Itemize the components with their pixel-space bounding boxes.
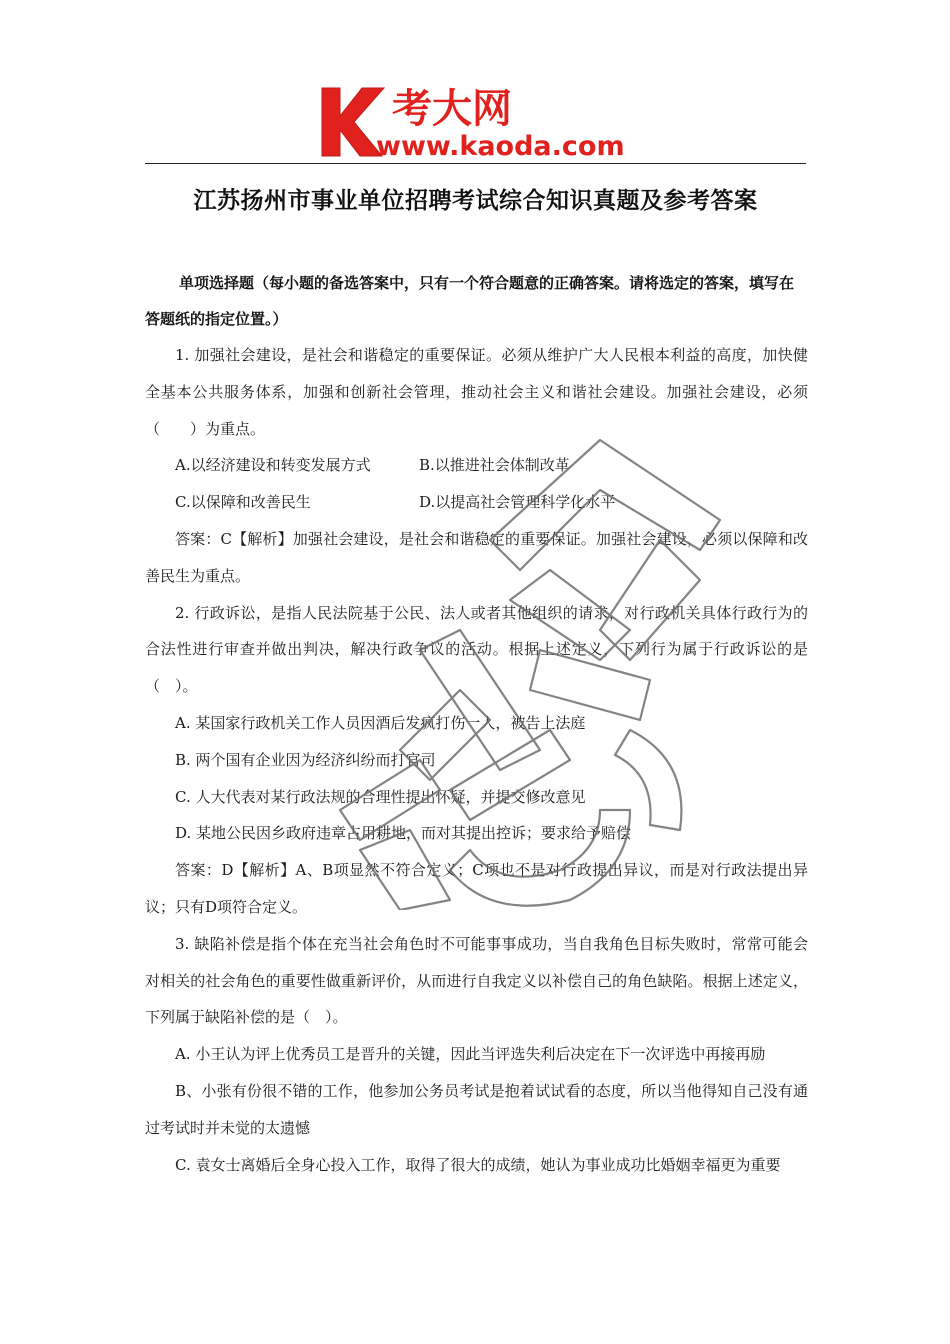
question-stem: 2. 行政诉讼，是指人民法院基于公民、法人或者其他组织的请求，对行政机关具体行政行为的合法性进行审查并做出判决，解决行政争议的活动。根据上述定义，下列行为属于行政诉讼的是（ ）。 — [145, 603, 808, 696]
header-divider — [145, 163, 806, 164]
option-row — [145, 484, 808, 521]
section-instructions: 单项选择题（每小题的备选答案中，只有一个符合题意的正确答案。请将选定的答案，填写在答题纸的指定位置。） — [145, 274, 795, 328]
option-b: B. 两个国有企业因为经济纠纷而打官司 — [175, 750, 436, 769]
answer-explanation: 答案：C【解析】加强社会建设，是社会和谐稳定的重要保证。加强社会建设，必须以保障和改善民生为重点。 — [145, 529, 808, 585]
answer-explanation: 答案：D【解析】A、B项显然不符合定义；C项也不是对行政提出异议，而是对行政法提出异议；只有D项符合定义。 — [145, 861, 808, 916]
logo-brand-cn: 考大网 — [392, 86, 512, 132]
document-title: 江苏扬州市事业单位招聘考试综合知识真题及参考答案 — [193, 188, 758, 214]
question-stem: 3. 缺陷补偿是指个体在充当社会角色时不可能事事成功，当自我角色目标失败时，常常可能会对相关的社会角色的重要性做重新评价，从而进行自我定义以补偿自己的角色缺陷。根据上述定义，下列属于缺陷补偿的是（ ）。 — [145, 934, 808, 1027]
option-d: D.以提高社会管理科学化水平 — [419, 493, 616, 512]
logo-brand-url: www.kaoda.com — [376, 131, 625, 160]
option-a: A. 小王认为评上优秀员工是晋升的关键，因此当评选失利后决定在下一次评选中再接再励 — [175, 1045, 766, 1064]
option-a: A. 某国家行政机关工作人员因酒后发疯打伤一人，被告上法庭 — [175, 713, 586, 732]
k-letter-icon — [322, 88, 384, 156]
option-d: D. 某地公民因乡政府违章占用耕地，而对其提出控诉；要求给予赔偿 — [175, 824, 632, 843]
question-list — [145, 337, 808, 1183]
option-c: C.以保障和改善民生 — [175, 493, 311, 512]
option-b: B.以推进社会体制改革 — [419, 456, 570, 475]
option-b: B、小张有份很不错的工作，他参加公务员考试是抱着试试看的态度，所以当他得知自己没有通过考试时并未觉的太遗憾 — [145, 1081, 808, 1137]
option-c: C. 人大代表对某行政法规的合理性提出怀疑，并提交修改意见 — [175, 787, 586, 806]
option-a: A.以经济建设和转变发展方式 — [175, 456, 371, 475]
option-c: C. 袁女士离婚后全身心投入工作，取得了很大的成绩，她认为事业成功比婚姻幸福更为重要 — [175, 1155, 781, 1174]
kaoda-logo — [318, 82, 648, 160]
option-row — [145, 447, 808, 484]
question-stem: 1. 加强社会建设，是社会和谐稳定的重要保证。必须从维护广大人民根本利益的高度，加快健全基本公共服务体系，加强和创新社会管理，推动社会主义和谐社会建设。加强社会建设，必须（ ）为重点。 — [145, 346, 808, 438]
